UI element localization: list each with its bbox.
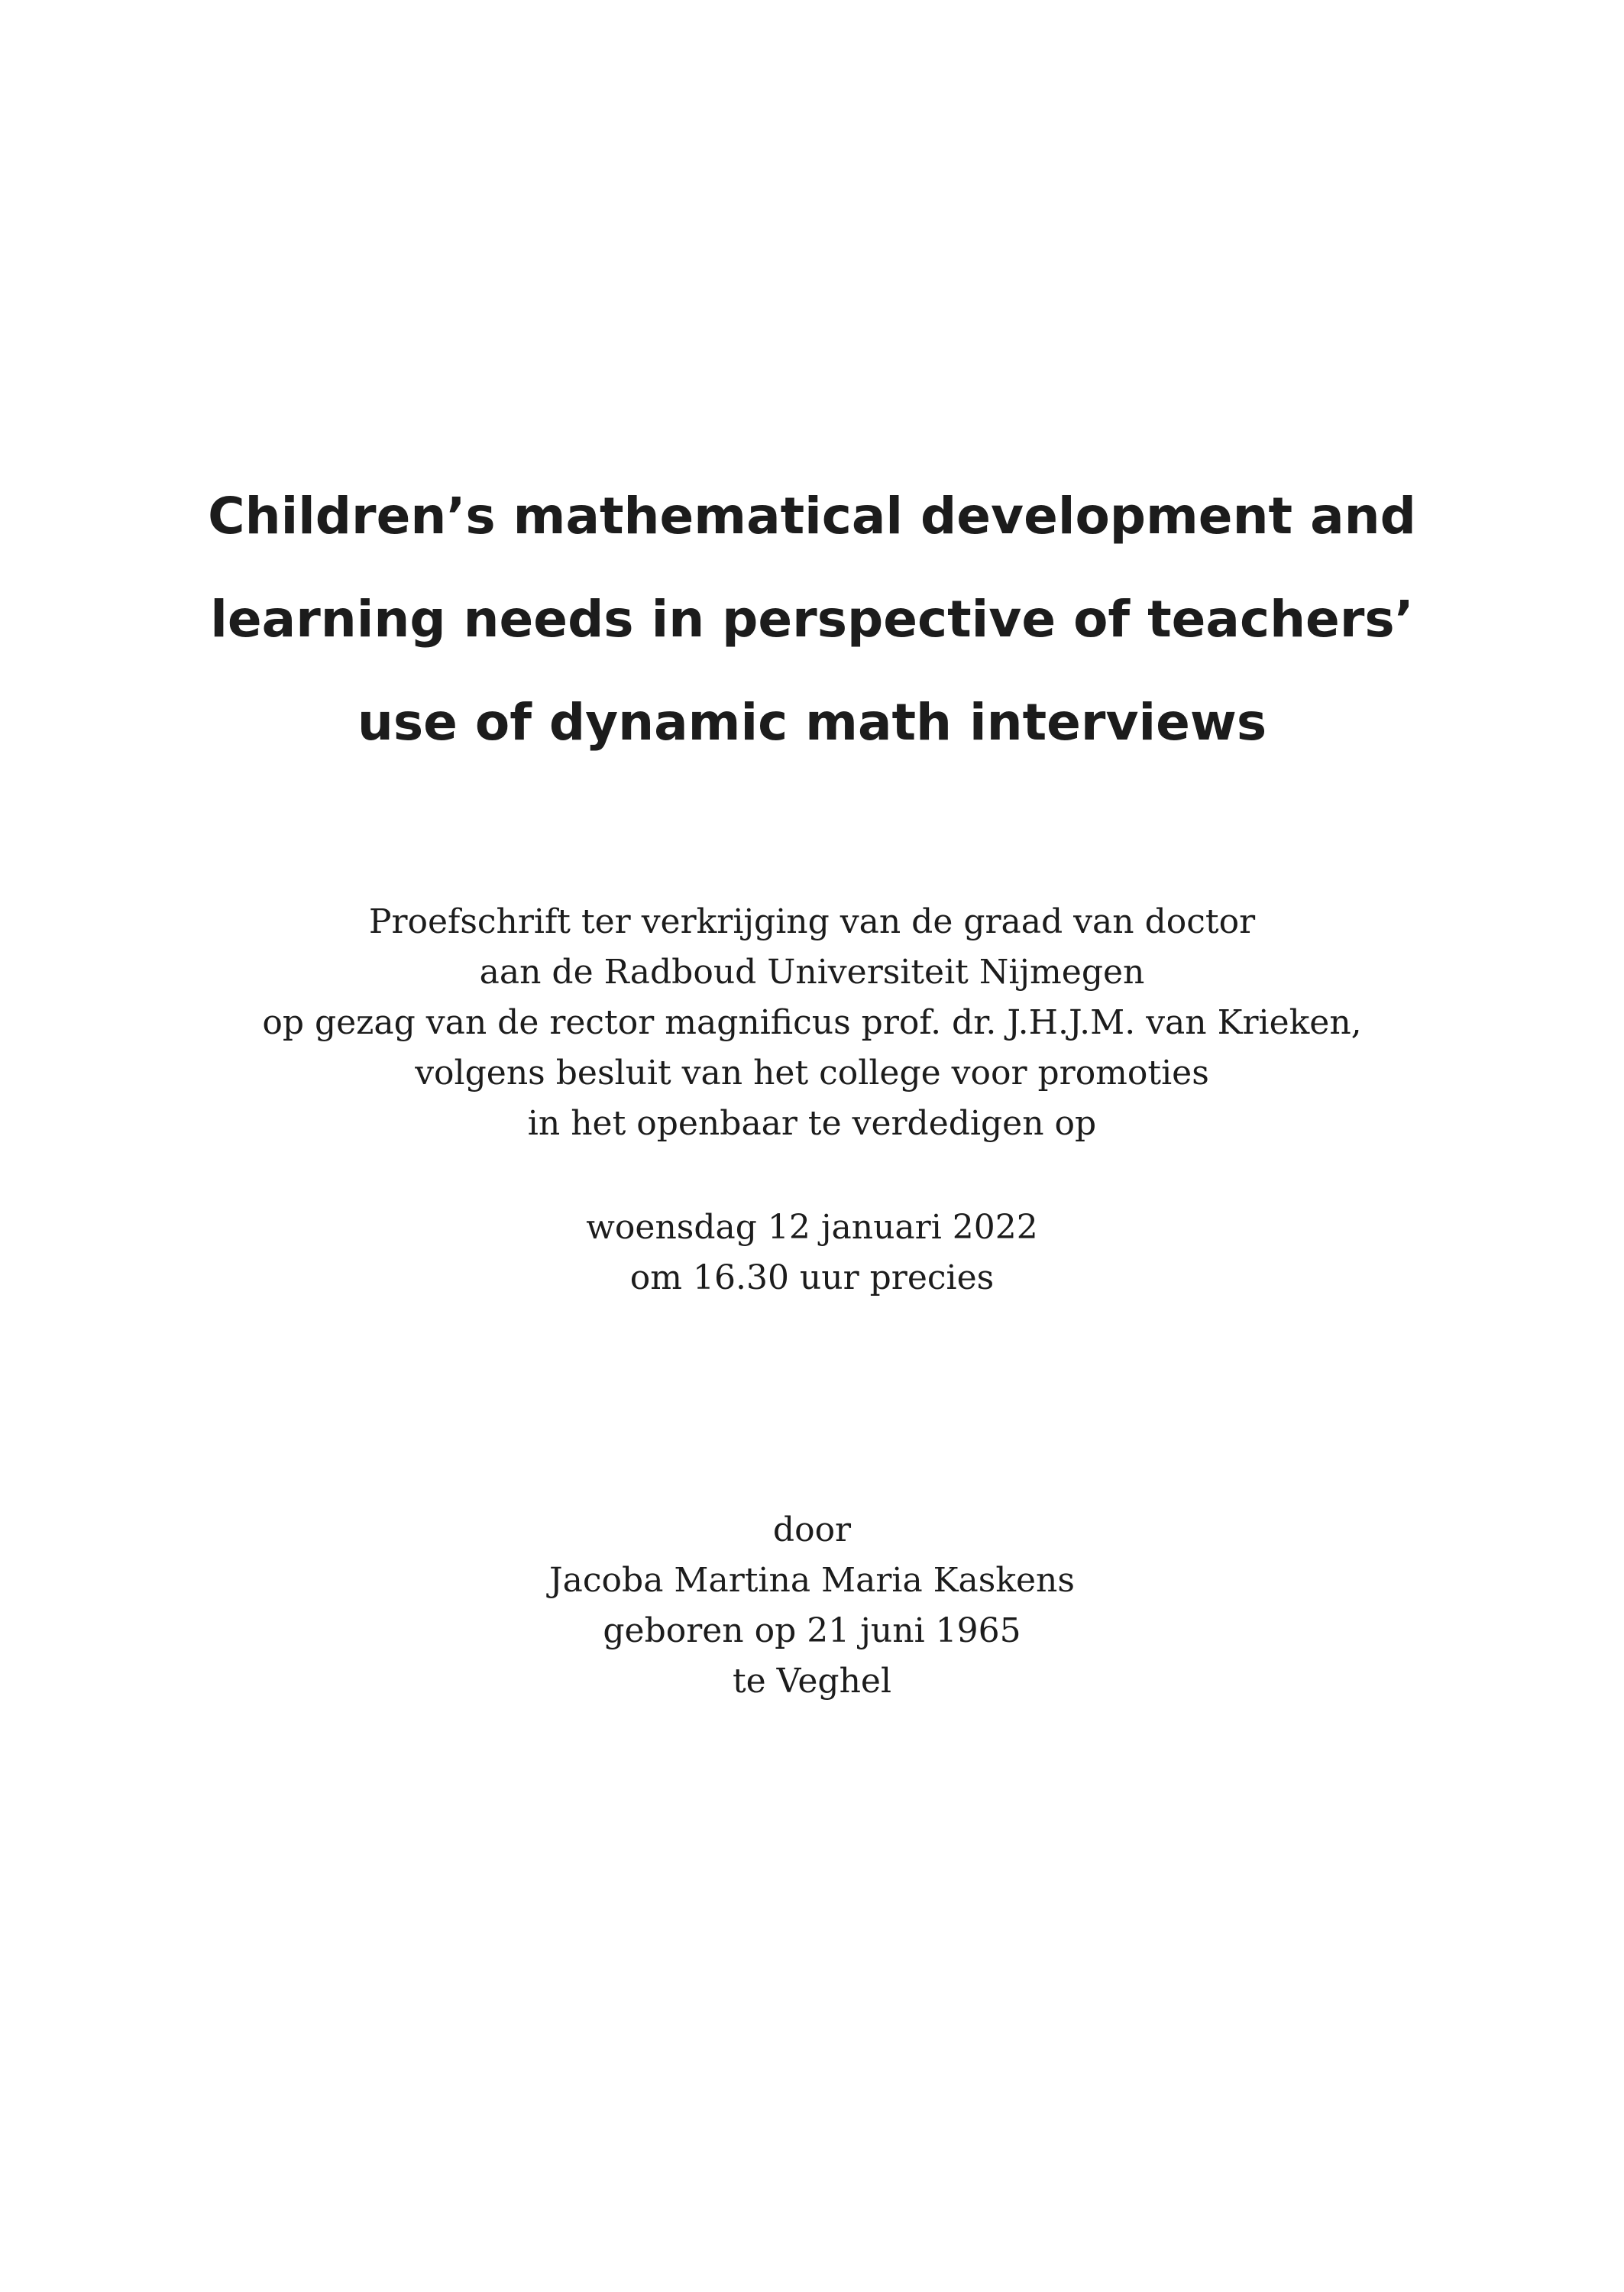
thesis-title-line-1: Children’s mathematical development and: [208, 487, 1416, 545]
defense-time: om 16.30 uur precies: [629, 1258, 995, 1297]
author-birthplace: te Veghel: [732, 1662, 892, 1701]
author-birthdate: geboren op 21 juni 1965: [603, 1611, 1021, 1650]
thesis-title-line-3: use of dynamic math interviews: [357, 693, 1267, 752]
promotion-line-3: op gezag van de rector magnificus prof. dr. J.H.J.M. van Krieken,: [262, 1003, 1362, 1042]
defense-date: woensdag 12 januari 2022: [586, 1208, 1038, 1247]
author-block: [0, 1505, 1624, 1707]
promotion-line-1: Proefschrift ter verkrijging van de graad van doctor: [368, 902, 1256, 941]
promotion-line-4: volgens besluit van het college voor promoties: [415, 1054, 1209, 1093]
promotion-line-5: in het openbaar te verdedigen op: [527, 1104, 1097, 1143]
thesis-title: [0, 465, 1624, 774]
author-by: door: [772, 1510, 852, 1549]
defense-datetime: [0, 1203, 1624, 1303]
promotion-statement: [0, 897, 1624, 1149]
thesis-title-line-2: learning needs in perspective of teachers’: [210, 590, 1414, 649]
author-name: Jacoba Martina Maria Kaskens: [549, 1561, 1075, 1600]
promotion-line-2: aan de Radboud Universiteit Nijmegen: [479, 953, 1145, 992]
